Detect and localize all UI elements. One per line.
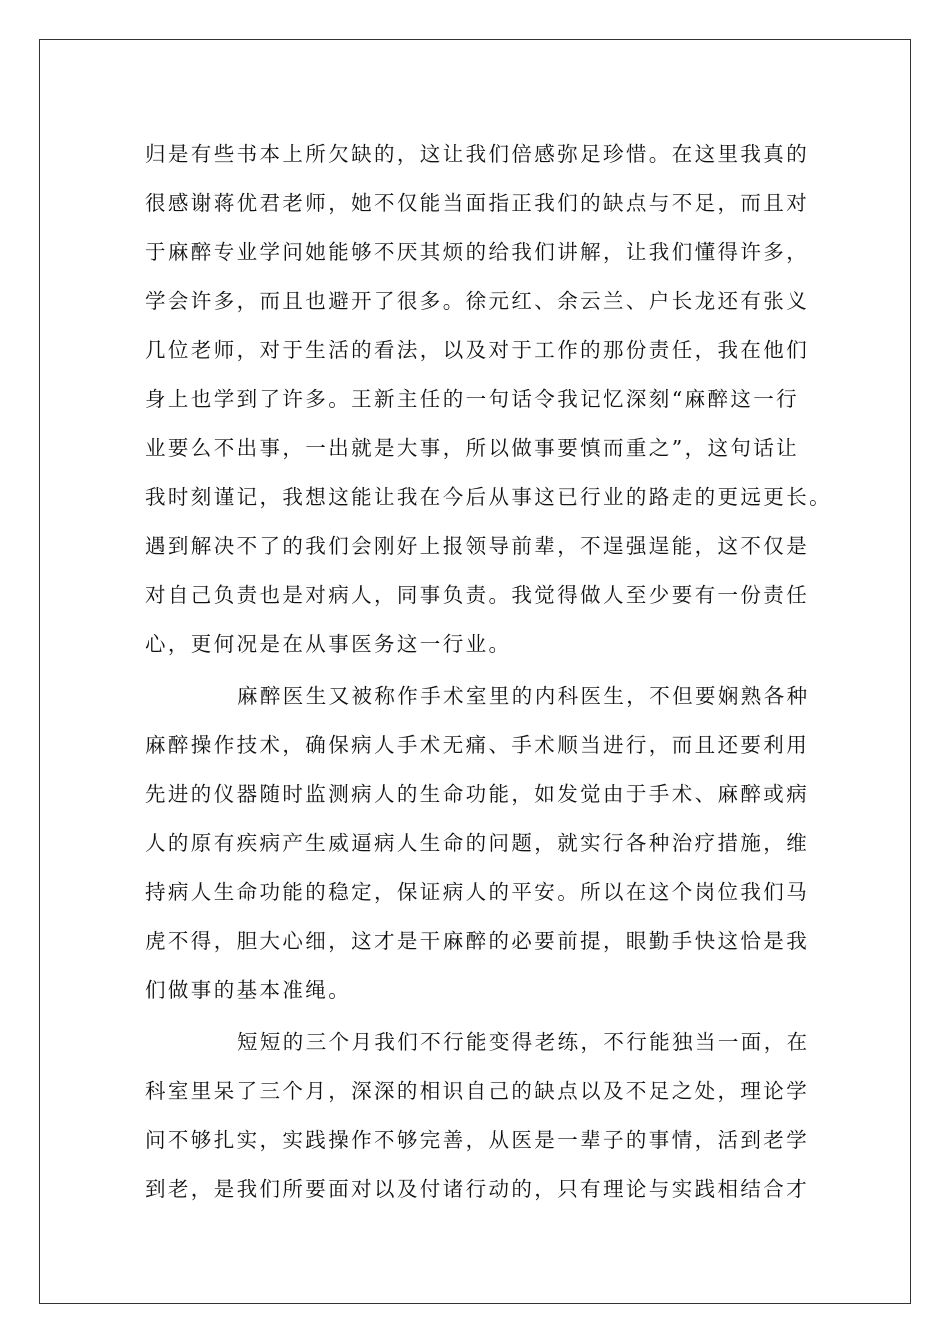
text-line: 到老，是我们所要面对以及付诸行动的，只有理论与实践相结合才 [145, 1177, 810, 1201]
text-line: 遇到解决不了的我们会刚好上报领导前辈，不逞强逞能，这不仅是 [145, 534, 810, 558]
text-line: 学会许多，而且也避开了很多。徐元红、余云兰、户长龙还有张义 [145, 289, 810, 313]
text-line: 心，更何况是在从事医务这一行业。 [145, 632, 512, 656]
text-line: 先进的仪器随时监测病人的生命功能，如发觉由于手术、麻醉或病 [145, 782, 810, 806]
text-line: 业要么不出事，一出就是大事，所以做事要慎而重之”，这句话让 [145, 436, 800, 460]
text-line: 于麻醉专业学问她能够不厌其烦的给我们讲解，让我们懂得许多， [145, 240, 810, 264]
text-line: 很感谢蒋优君老师，她不仅能当面指正我们的缺点与不足，而且对 [145, 191, 810, 215]
text-line: 人的原有疾病产生威逼病人生命的问题，就实行各种治疗措施，维 [145, 831, 810, 855]
text-line: 持病人生命功能的稳定，保证病人的平安。所以在这个岗位我们马 [145, 880, 810, 904]
text-line: 几位老师，对于生活的看法，以及对于工作的那份责任，我在他们 [145, 338, 810, 362]
text-line: 们做事的基本准绳。 [145, 978, 352, 1002]
text-line: 虎不得，胆大心细，这才是干麻醉的必要前提，眼勤手快这恰是我 [145, 929, 810, 953]
text-line: 身上也学到了许多。王新主任的一句话令我记忆深刻“麻醉这一行 [145, 387, 800, 411]
text-line: 我时刻谨记，我想这能让我在今后从事这已行业的路走的更远更长。 [145, 485, 832, 509]
text-line: 麻醉操作技术，确保病人手术无痛、手术顺当进行，而且还要利用 [145, 733, 810, 757]
paragraph-first-line: 麻醉医生又被称作手术室里的内科医生，不但要娴熟各种 [237, 684, 810, 708]
text-line: 问不够扎实，实践操作不够完善，从医是一辈子的事情，活到老学 [145, 1128, 810, 1152]
paragraph-first-line: 短短的三个月我们不行能变得老练，不行能独当一面，在 [237, 1030, 810, 1054]
document-body [145, 130, 832, 1214]
text-line: 科室里呆了三个月，深深的相识自己的缺点以及不足之处，理论学 [145, 1079, 810, 1103]
text-line: 归是有些书本上所欠缺的，这让我们倍感弥足珍惜。在这里我真的 [145, 142, 810, 166]
text-line: 对自己负责也是对病人，同事负责。我觉得做人至少要有一份责任 [145, 583, 810, 607]
